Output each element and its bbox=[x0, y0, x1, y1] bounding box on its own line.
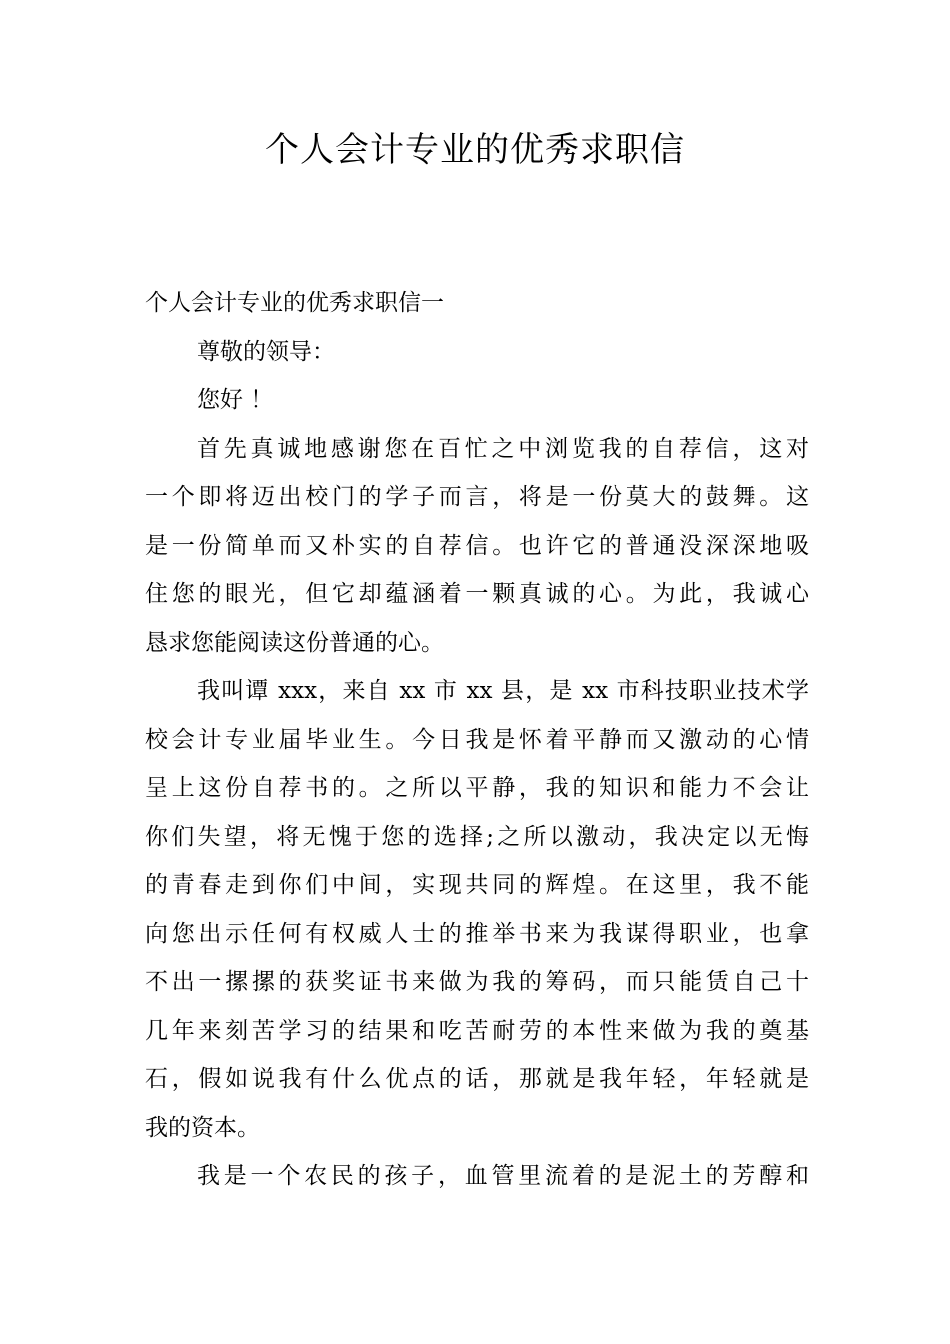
paragraph-line: 我叫谭 xxx，来自 xx 市 xx 县，是 xx 市科技职业技术学 bbox=[197, 678, 809, 704]
paragraph-line: 是一份简单而又朴实的自荐信。也许它的普通没深深地吸 bbox=[145, 532, 809, 559]
paragraph-line: 一个即将迈出校门的学子而言，将是一份莫大的鼓舞。这 bbox=[145, 484, 809, 510]
document-body bbox=[145, 279, 809, 1201]
paragraph-line: 住您的眼光，但它却蕴涵着一颗真诚的心。为此，我诚心 bbox=[145, 581, 809, 607]
document-title: 个人会计专业的优秀求职信 bbox=[265, 130, 685, 170]
paragraph-line: 向您出示任何有权威人士的推举书来为我谋得职业，也拿 bbox=[145, 920, 809, 947]
paragraph-line: 校会计专业届毕业生。今日我是怀着平静而又激动的心情 bbox=[145, 726, 809, 753]
paragraph-line: 不出一摞摞的获奖证书来做为我的筹码，而只能赁自己十 bbox=[145, 969, 809, 995]
paragraph-line: 首先真诚地感谢您在百忙之中浏览我的自荐信，这对 bbox=[197, 435, 809, 462]
paragraph-line: 呈上这份自荐书的。之所以平静，我的知识和能力不会让 bbox=[145, 775, 809, 801]
greeting: 您好 ！ bbox=[197, 387, 274, 413]
paragraph-line: 的青春走到你们中间，实现共同的辉煌。在这里，我不能 bbox=[145, 872, 809, 898]
paragraph-line: 我的资本。 bbox=[145, 1114, 260, 1141]
salutation: 尊敬的领导： bbox=[197, 338, 335, 365]
section-heading: 个人会计专业的优秀求职信一 bbox=[145, 290, 444, 316]
paragraph-line: 你们失望，将无愧于您的选择;之所以激动，我决定以无悔 bbox=[145, 823, 809, 850]
paragraph-line: 几年来刻苦学习的结果和吃苦耐劳的本性来做为我的奠基 bbox=[145, 1017, 809, 1044]
paragraph-line: 我是一个农民的孩子，血管里流着的是泥土的芳醇和 bbox=[197, 1163, 809, 1189]
paragraph-line: 石，假如说我有什么优点的话，那就是我年轻，年轻就是 bbox=[145, 1066, 809, 1092]
paragraph-line: 恳求您能阅读这份普通的心。 bbox=[145, 629, 444, 656]
